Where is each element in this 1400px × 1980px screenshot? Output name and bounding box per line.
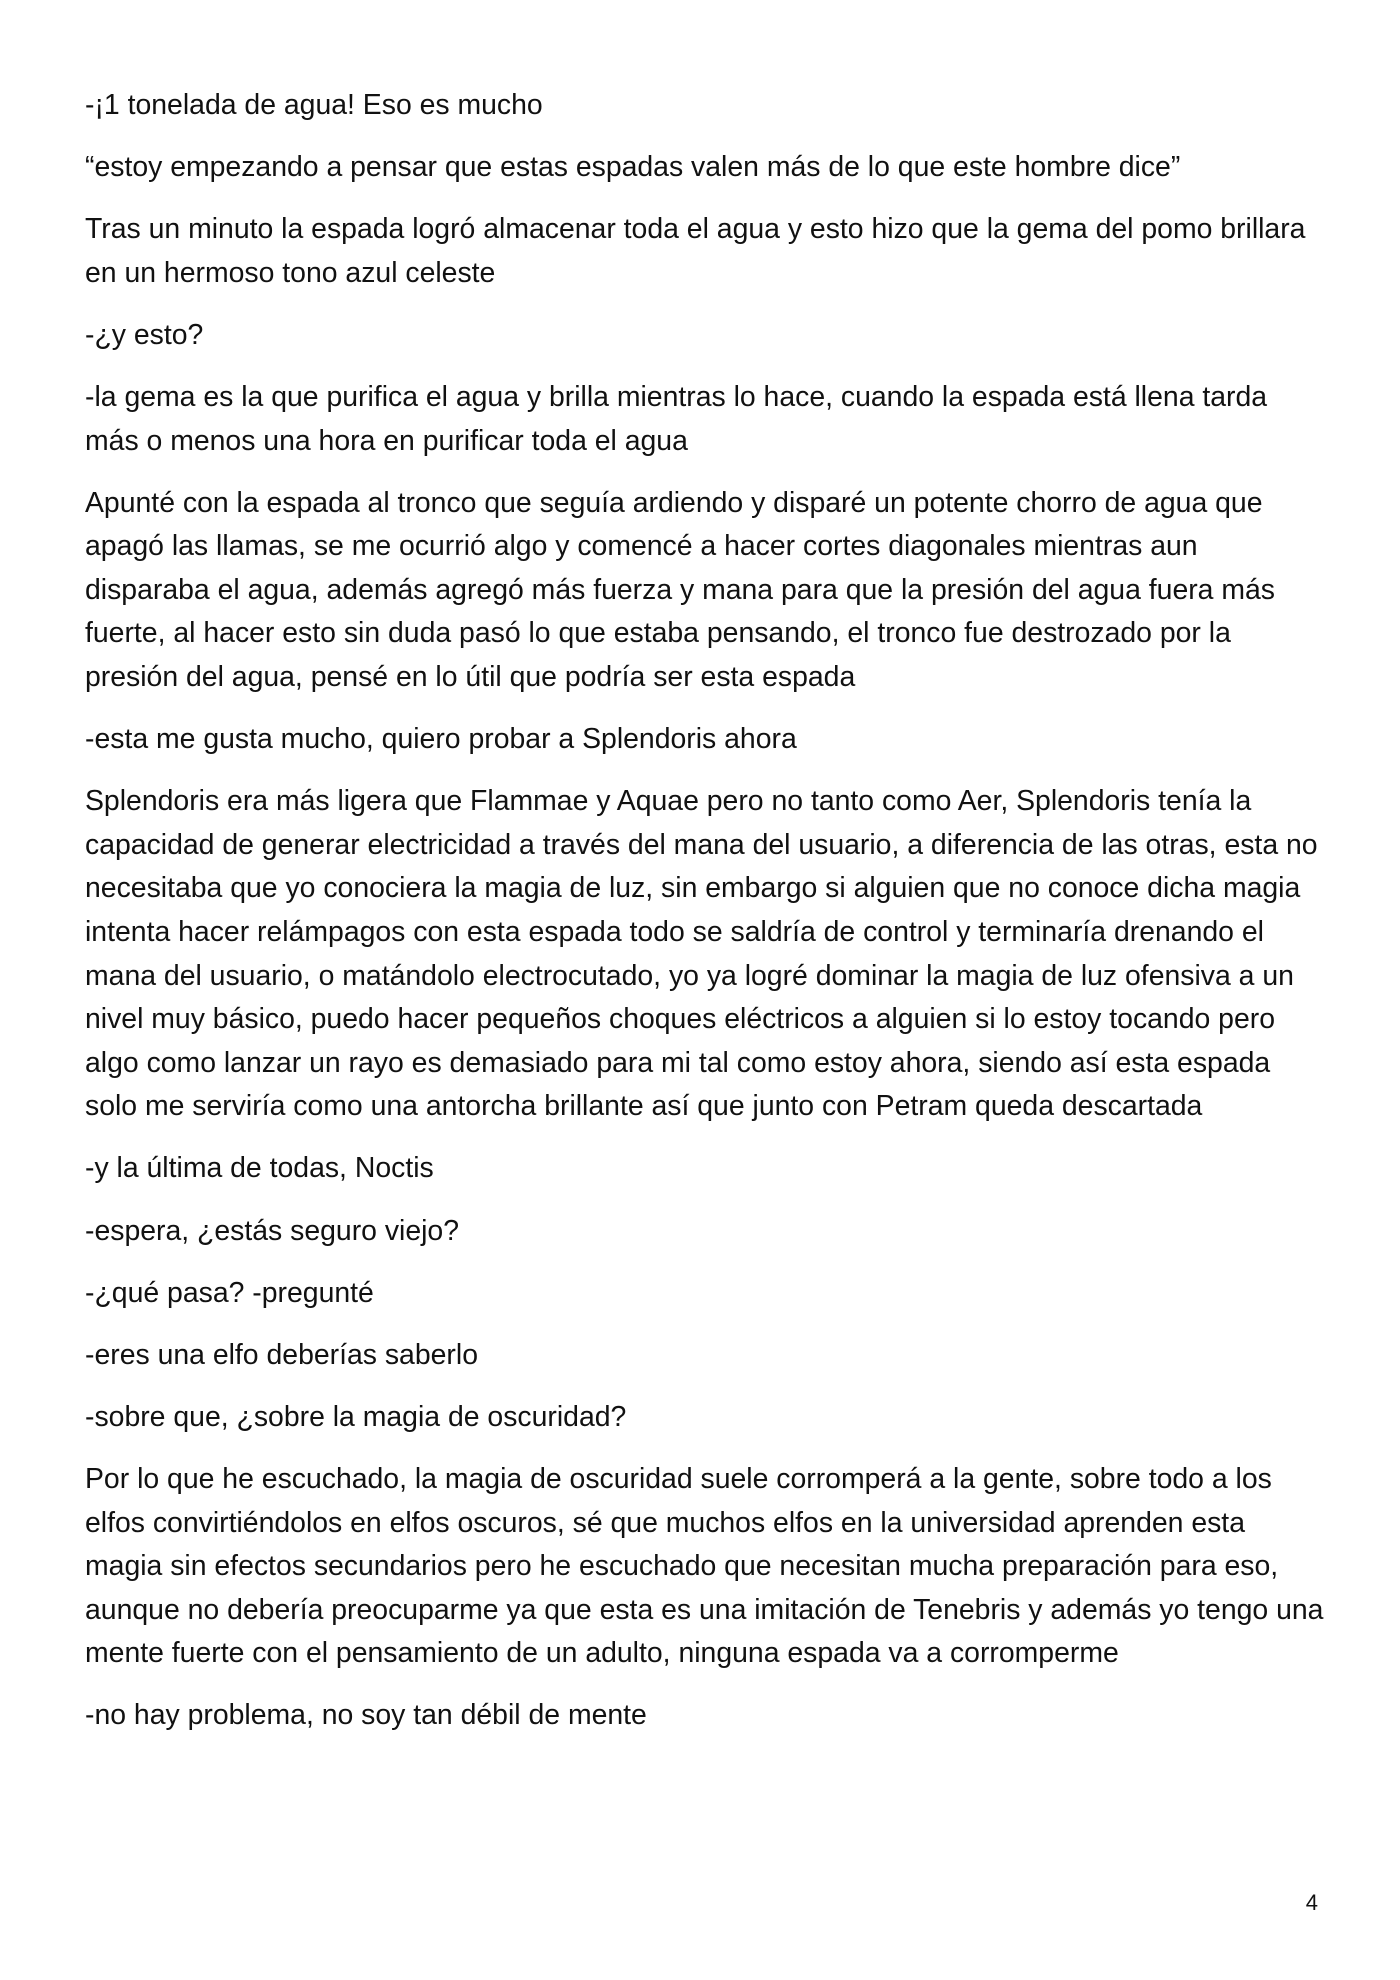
paragraph-3: Tras un minuto la espada logró almacenar toda el agua y esto hizo que la gema del pomo brillara en un hermoso tono azul celeste <box>85 213 1306 289</box>
paragraph-5: -la gema es la que purifica el agua y brilla mientras lo hace, cuando la espada está llena tarda más o menos una hora en purificar toda el agua <box>85 380 1268 457</box>
paragraph-11: -¿qué pasa? -pregunté <box>85 1276 374 1309</box>
paragraph-10: -espera, ¿estás seguro viejo? <box>85 1214 459 1247</box>
paragraph-6: Apunté con la espada al tronco que seguía ardiendo y disparé un potente chorro de agua que apagó las llamas, se me ocurrió algo y comencé a hacer cortes diagonales mientras aun disparaba el agua, además agregó más fuerza y mana para que la presión del agua fuera más fuerte, al hacer esto sin duda pasó lo que estaba pensando, el tronco fue destrozado por la presión del agua, pensé en lo útil que podría ser esta espada <box>85 486 1275 694</box>
paragraph-12: -eres una elfo deberías saberlo <box>85 1338 478 1371</box>
paragraph-7: -esta me gusta mucho, quiero probar a Splendoris ahora <box>85 723 797 756</box>
paragraph-14: Por lo que he escuchado, la magia de oscuridad suele corromperá a la gente, sobre todo a los elfos convirtiéndolos en elfos oscuros, sé que muchos elfos en la universidad aprenden esta magia sin efectos secundarios pero he escuchado que necesitan mucha preparación para eso, aunque no debería preocuparme ya que esta es una imitación de Tenebris y además yo tengo una mente fuerte con el pensamiento de un adulto, ninguna espada va a corromperme <box>85 1462 1324 1670</box>
document-page <box>85 84 1325 1757</box>
paragraph-4: -¿y esto? <box>85 318 204 351</box>
paragraph-15: -no hay problema, no soy tan débil de mente <box>85 1699 647 1732</box>
paragraph-1: -¡1 tonelada de agua! Eso es mucho <box>85 89 543 121</box>
page-number: 4 <box>1305 1890 1318 1915</box>
paragraph-8: Splendoris era más ligera que Flammae y Aquae pero no tanto como Aer, Splendoris tenía la capacidad de generar electricidad a través del mana del usuario, a diferencia de las otras, esta no necesitaba que yo conociera la magia de luz, sin embargo si alguien que no conoce dicha magia intenta hacer relámpagos con esta espada todo se saldría de control y terminaría drenando el mana del usuario, o matándolo electrocutado, yo ya logré dominar la magia de luz ofensiva a un nivel muy básico, puedo hacer pequeños choques eléctricos a alguien si lo estoy tocando pero algo como lanzar un rayo es demasiado para mi tal como estoy ahora, siendo así esta espada solo me serviría como una antorcha brillante así que junto con Petram queda descartada <box>85 785 1318 1123</box>
paragraph-2: “estoy empezando a pensar que estas espadas valen más de lo que este hombre dice” <box>85 151 1181 184</box>
paragraph-9: -y la última de todas, Noctis <box>85 1152 434 1185</box>
paragraph-13: -sobre que, ¿sobre la magia de oscuridad? <box>85 1400 627 1433</box>
